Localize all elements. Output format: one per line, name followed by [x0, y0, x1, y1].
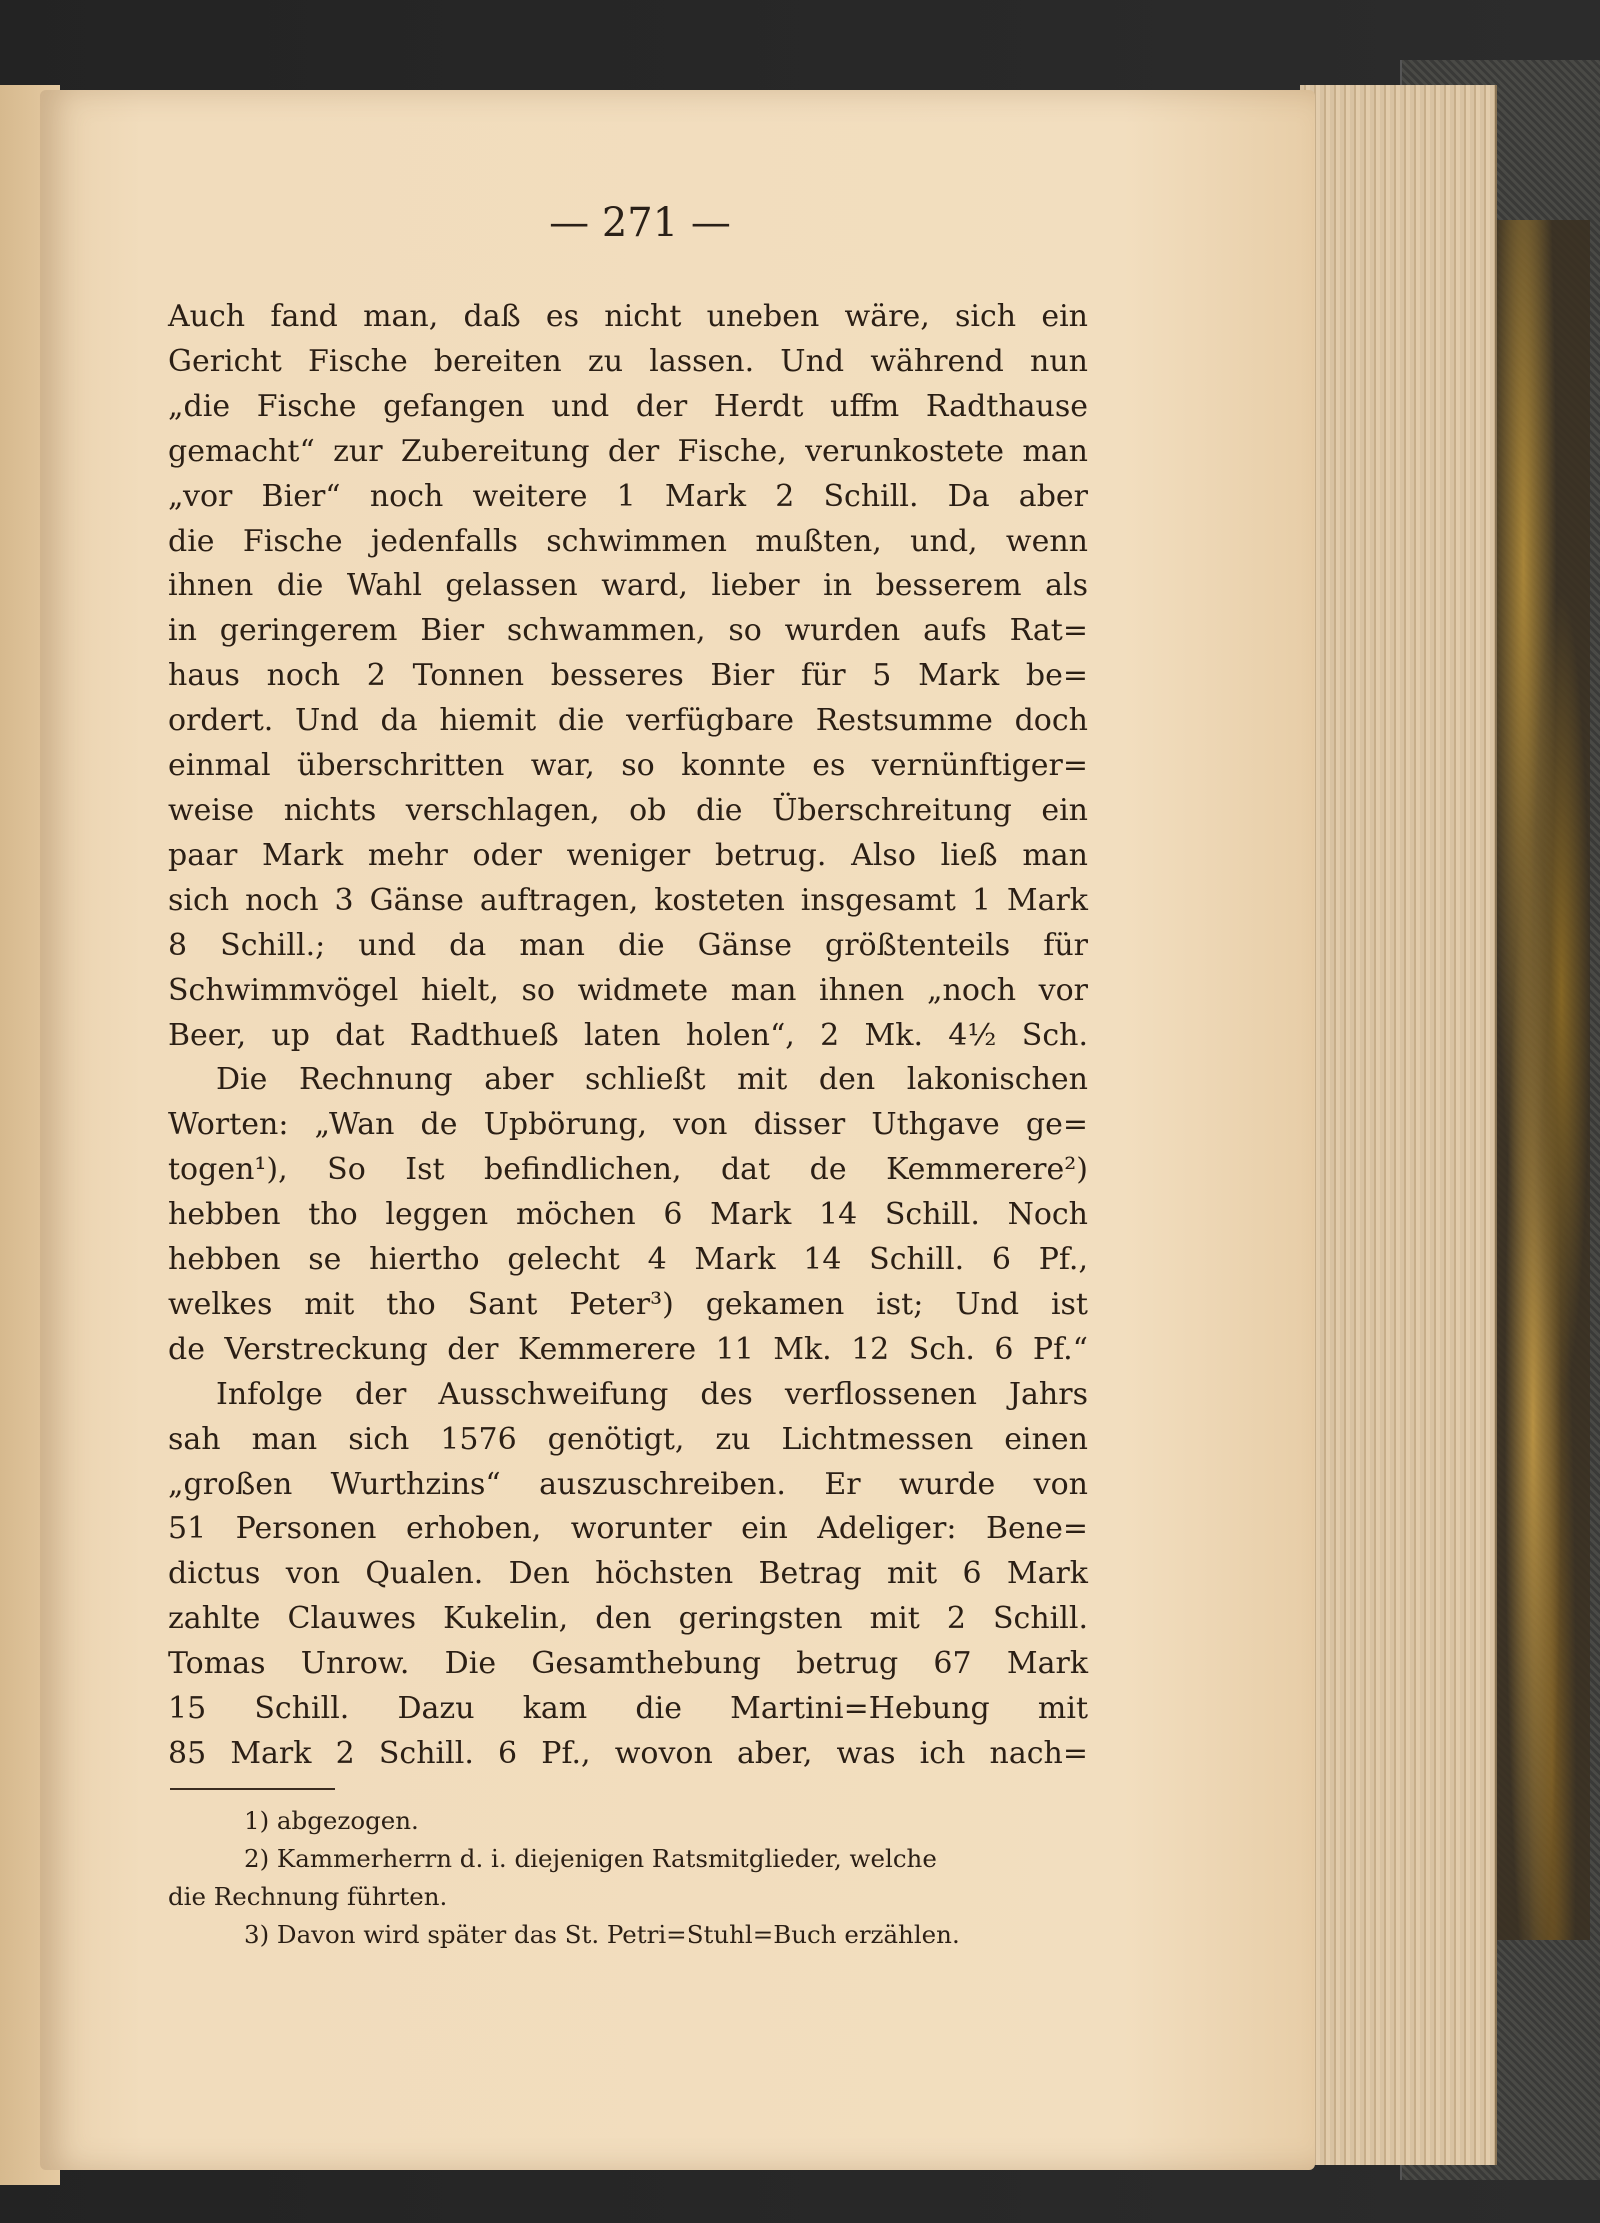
text-line: zahlte Clauwes Kukelin, den geringsten mit 2 Schill. [168, 1601, 1088, 1637]
footnote-1: 1) abgezogen. [244, 1806, 419, 1835]
text-line: paar Mark mehr oder weniger betrug. Also ließ man [168, 837, 1088, 873]
text-line: die Fische jedenfalls schwimmen mußten, und, wenn [168, 523, 1088, 559]
body-text [168, 295, 1088, 1777]
footnotes [168, 1802, 1088, 1954]
text-line: gemacht“ zur Zubereitung der Fische, verunkostete man [168, 433, 1088, 469]
text-line: Gericht Fische bereiten zu lassen. Und während nun [168, 343, 1088, 379]
text-line: dictus von Qualen. Den höchsten Betrag mit 6 Mark [168, 1556, 1088, 1592]
text-line: Die Rechnung aber schließt mit den lakonischen [216, 1062, 1088, 1098]
text-line: Auch fand man, daß es nicht uneben wäre, sich ein [168, 299, 1088, 334]
text-line: sah man sich 1576 genötigt, zu Lichtmessen einen [168, 1421, 1088, 1457]
text-line: Tomas Unrow. Die Gesamthebung betrug 67 Mark [168, 1646, 1088, 1682]
footnote-3: 3) Davon wird später das St. Petri=Stuhl=Buch erzählen. [244, 1920, 960, 1949]
text-line: 15 Schill. Dazu kam die Martini=Hebung mit [168, 1691, 1088, 1727]
text-line: ihnen die Wahl gelassen ward, lieber in besserem als [168, 568, 1088, 604]
text-line: hebben se hiertho gelecht 4 Mark 14 Schill. 6 Pf., [168, 1242, 1088, 1278]
footnote-2: 2) Kammerherrn d. i. diejenigen Ratsmitglieder, welche [244, 1844, 937, 1873]
text-line: weise nichts verschlagen, ob die Überschreitung ein [168, 792, 1088, 828]
text-line: sich noch 3 Gänse auftragen, kosteten insgesamt 1 Mark [168, 882, 1088, 918]
text-line: 8 Schill.; und da man die Gänse größtenteils für [168, 927, 1088, 963]
text-line: in geringerem Bier schwammen, so wurden aufs Rat= [168, 613, 1088, 649]
text-line: hebben tho leggen möchen 6 Mark 14 Schill. Noch [168, 1197, 1088, 1233]
text-line: togen¹), So Ist befindlichen, dat de Kemmerere²) [168, 1152, 1088, 1188]
text-line: Schwimmvögel hielt, so widmete man ihnen „noch vor [168, 972, 1088, 1008]
text-line: 51 Personen erhoben, worunter ein Adeliger: Bene= [168, 1511, 1088, 1547]
text-line: welkes mit tho Sant Peter³) gekamen ist; Und ist [168, 1286, 1088, 1322]
text-line: „großen Wurthzins“ auszuschreiben. Er wurde von [168, 1466, 1088, 1502]
text-line: Worten: „Wan de Upbörung, von disser Uthgave ge= [168, 1107, 1088, 1143]
text-line: 85 Mark 2 Schill. 6 Pf., wovon aber, was ich nach= [168, 1736, 1088, 1771]
text-line: Infolge der Ausschweifung des verflossenen Jahrs [216, 1376, 1088, 1412]
page-number: — 271 — [549, 200, 731, 246]
text-line: Beer, up dat Radthueß laten holen“, 2 Mk. 4½ Sch. [168, 1017, 1088, 1053]
text-line: haus noch 2 Tonnen besseres Bier für 5 Mark be= [168, 658, 1088, 694]
page-block-edges [1300, 85, 1497, 2165]
footnote-divider [170, 1788, 335, 1790]
text-line: ordert. Und da hiemit die verfügbare Restsumme doch [168, 703, 1088, 739]
footnote-2-continued: die Rechnung führten. [168, 1882, 448, 1911]
marbled-endpaper [1495, 220, 1590, 1940]
text-line: einmal überschritten war, so konnte es vernünftiger= [168, 748, 1088, 784]
text-line: „vor Bier“ noch weitere 1 Mark 2 Schill. Da aber [168, 478, 1088, 514]
text-line: „die Fische gefangen und der Herdt uffm Radthause [168, 388, 1088, 424]
text-line: de Verstreckung der Kemmerere 11 Mk. 12 Sch. 6 Pf.“ [168, 1331, 1088, 1367]
